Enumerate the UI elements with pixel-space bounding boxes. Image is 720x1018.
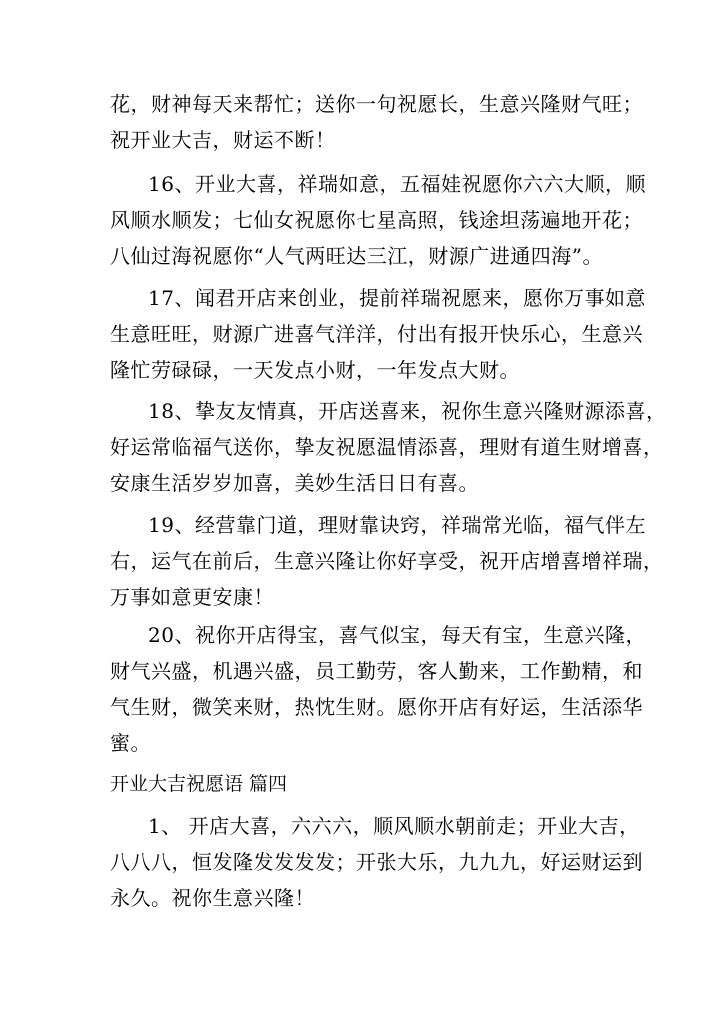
text-line: 17、闻君开店来创业，提前祥瑞祝愿来，愿你万事如意 <box>148 286 646 310</box>
text-line: 19、经营靠门道，理财靠诀窍，祥瑞常光临，福气伴左 <box>148 513 646 537</box>
text-line: 财气兴盛，机遇兴盛，员工勤劳，客人勤来，工作勤精，和 <box>110 659 643 683</box>
section-4-paragraph-1 <box>110 808 643 916</box>
text-line: 安康生活岁岁加喜，美妙生活日日有喜。 <box>110 471 479 495</box>
paragraph-15-continued <box>110 86 643 158</box>
text-line: 右，运气在前后，生意兴隆让你好享受，祝开店增喜增祥瑞， <box>110 549 664 573</box>
text-line: 好运常临福气送你，挚友祝愿温情添喜，理财有道生财增喜， <box>110 435 664 459</box>
text-line: 八仙过海祝愿你“人气两旺达三江，财源广进通四海”。 <box>110 244 603 268</box>
text-line: 八八八，恒发隆发发发发；开张大乐，九九九，好运财运到 <box>110 850 643 874</box>
text-line: 生意旺旺，财源广进喜气洋洋，付出有报开快乐心，生意兴 <box>110 322 643 346</box>
text-line: 蜜。 <box>110 731 151 755</box>
paragraph-16 <box>110 166 646 274</box>
text-line: 气生财，微笑来财，热忱生财。愿你开店有好运，生活添华 <box>110 695 643 719</box>
section-heading: 开业大吉祝愿语 篇四 <box>110 773 288 795</box>
text-line: 隆忙劳碌碌，一天发点小财，一年发点大财。 <box>110 358 520 382</box>
text-line: 祝开业大吉，财运不断！ <box>110 128 336 152</box>
text-line: 1、 开店大喜，六六六，顺风顺水朝前走；开业大吉， <box>148 814 640 838</box>
paragraph-17 <box>110 280 646 388</box>
text-line: 20、祝你开店得宝，喜气似宝，每天有宝，生意兴隆， <box>148 623 646 647</box>
paragraph-19 <box>110 507 664 615</box>
paragraph-20 <box>110 617 646 761</box>
text-line: 18、挚友友情真，开店送喜来，祝你生意兴隆财源添喜， <box>148 399 667 423</box>
paragraph-18 <box>110 393 667 501</box>
text-line: 16、开业大喜，祥瑞如意，五福娃祝愿你六六大顺，顺 <box>148 172 646 196</box>
text-line: 万事如意更安康！ <box>110 585 274 609</box>
text-line: 风顺水顺发；七仙女祝愿你七星高照，钱途坦荡遍地开花； <box>110 208 643 232</box>
text-line: 永久。祝你生意兴隆！ <box>110 886 315 910</box>
text-line: 花，财神每天来帮忙；送你一句祝愿长，生意兴隆财气旺； <box>110 92 643 116</box>
